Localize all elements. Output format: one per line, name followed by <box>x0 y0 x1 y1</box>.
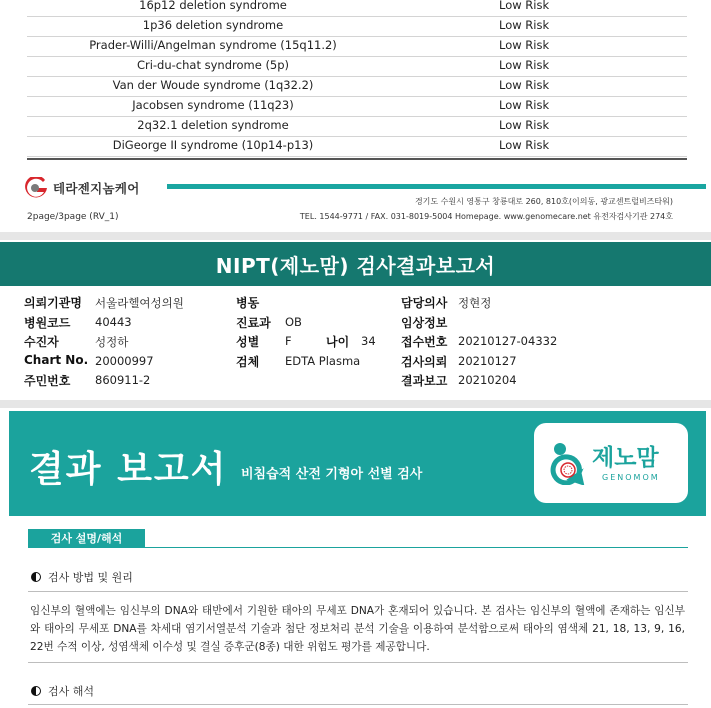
institution-value: 서울라헬여성의원 <box>95 296 184 310</box>
clinical-info-label: 임상정보 <box>401 316 448 330</box>
subsection-rule <box>28 704 688 705</box>
risk-result: Low Risk <box>499 18 550 32</box>
doctor-label: 담당의사 <box>401 296 448 310</box>
half-circle-icon <box>31 686 41 696</box>
syndrome-table <box>27 0 687 157</box>
risk-result: Low Risk <box>499 118 550 132</box>
sex-label: 성별 <box>236 335 260 349</box>
genomom-mother-icon <box>548 441 588 485</box>
institution-label: 의뢰기관명 <box>24 296 82 310</box>
section-tab: 검사 설명/해석 <box>28 529 145 548</box>
company-logo <box>23 177 140 199</box>
age-label: 나이 <box>326 335 350 349</box>
risk-result: Low Risk <box>499 58 550 72</box>
page-separator <box>0 232 711 240</box>
terragen-logo-icon <box>23 177 49 199</box>
risk-result: Low Risk <box>499 78 550 92</box>
method-description: 임신부의 혈액에는 임신부의 DNA와 태반에서 기원한 태아의 무세포 DNA가 혼재되어 있습니다. 본 검사는 임신부의 혈액에 존재하는 임신부와 태아의 무세포 DNA를 차세대 염기서열분석 기술과 첨단 정보처리 분석 기술을 이용하여 분석함으로써 태아의 염색체 21, 18, 13, 9, 16, 22번 수적 이상, 성염색체 이수성 및 결실 증후군(8종) 대한 위험도 평가를 제공합니다. <box>30 605 685 653</box>
result-title: 결과 보고서 <box>29 449 228 490</box>
examinee-label: 수진자 <box>24 335 59 349</box>
page-indicator: 2page/3page (RV_1) <box>27 212 119 222</box>
sex-value: F <box>285 334 292 348</box>
table-row <box>27 77 687 97</box>
company-address: 경기도 수원시 영통구 창룡대로 260, 810호(이의동, 광교센트럴비즈타워) <box>414 197 673 206</box>
table-row <box>27 0 687 17</box>
half-circle-icon <box>31 572 41 582</box>
reported-date-label: 결과보고 <box>401 374 448 388</box>
report-header-band <box>0 242 711 286</box>
table-row <box>27 17 687 37</box>
syndrome-name: Jacobsen syndrome (11q23) <box>132 98 294 112</box>
age-value: 34 <box>361 334 376 348</box>
risk-result: Low Risk <box>499 138 550 152</box>
page-separator <box>0 400 711 408</box>
hospital-code-value: 40443 <box>95 315 132 329</box>
report-title: NIPT(제노맘) 검사결과보고서 <box>215 253 496 278</box>
reported-date-value: 20210204 <box>458 373 517 387</box>
table-row <box>27 57 687 77</box>
method-heading <box>31 569 133 585</box>
resident-number-value: 860911-2 <box>95 373 151 387</box>
company-name: 테라젠지놈케어 <box>53 181 140 196</box>
subsection-rule <box>28 662 688 663</box>
receipt-number-label: 접수번호 <box>401 335 448 349</box>
company-contact: TEL. 1544-9771 / FAX. 031-8019-5004 Homepage. www.genomecare.net 유전자검사기관 274호 <box>299 212 673 221</box>
syndrome-name: DiGeorge II syndrome (10p14-p13) <box>112 138 314 152</box>
brand-name: 제노맘 <box>592 445 659 471</box>
department-value: OB <box>285 315 302 329</box>
subsection-rule <box>28 591 688 592</box>
syndrome-name: Van der Woude syndrome (1q32.2) <box>112 78 314 92</box>
risk-result: Low Risk <box>499 0 550 12</box>
specimen-label: 검체 <box>236 355 260 369</box>
chart-value: 20000997 <box>95 354 154 368</box>
method-heading-text: 검사 방법 및 원리 <box>48 571 133 584</box>
syndrome-name: Prader-Willi/Angelman syndrome (15q11.2) <box>89 38 337 52</box>
ward-label: 병동 <box>236 296 260 310</box>
requested-date-value: 20210127 <box>458 354 517 368</box>
syndrome-name: 2q32.1 deletion syndrome <box>137 118 289 132</box>
receipt-number-value: 20210127-04332 <box>458 334 558 348</box>
examinee-value: 성정하 <box>95 335 129 349</box>
department-label: 진료과 <box>236 316 271 330</box>
table-bottom-rule <box>27 158 687 160</box>
footer-accent-bar <box>167 184 706 189</box>
table-row <box>27 137 687 157</box>
table-row <box>27 37 687 57</box>
table-row <box>27 97 687 117</box>
risk-result: Low Risk <box>499 38 550 52</box>
requested-date-label: 검사의뢰 <box>401 355 448 369</box>
interpretation-heading-text: 검사 해석 <box>48 685 95 698</box>
section-rule <box>28 547 688 548</box>
genomom-logo <box>534 423 688 503</box>
specimen-value: EDTA Plasma <box>285 354 361 368</box>
hospital-code-label: 병원코드 <box>24 316 71 330</box>
result-banner <box>9 411 706 516</box>
syndrome-name: Cri-du-chat syndrome (5p) <box>136 58 290 72</box>
chart-label: Chart No. <box>24 353 89 367</box>
doctor-value: 정현정 <box>458 296 492 310</box>
syndrome-name: 1p36 deletion syndrome <box>142 18 284 32</box>
resident-number-label: 주민번호 <box>24 374 71 388</box>
brand-wordmark: GENOMOM <box>602 473 660 482</box>
interpretation-heading <box>31 683 94 699</box>
result-subtitle: 비침습적 산전 기형아 선별 검사 <box>241 467 423 482</box>
risk-result: Low Risk <box>499 98 550 112</box>
syndrome-name: 16p12 deletion syndrome <box>139 0 287 12</box>
table-row <box>27 117 687 137</box>
